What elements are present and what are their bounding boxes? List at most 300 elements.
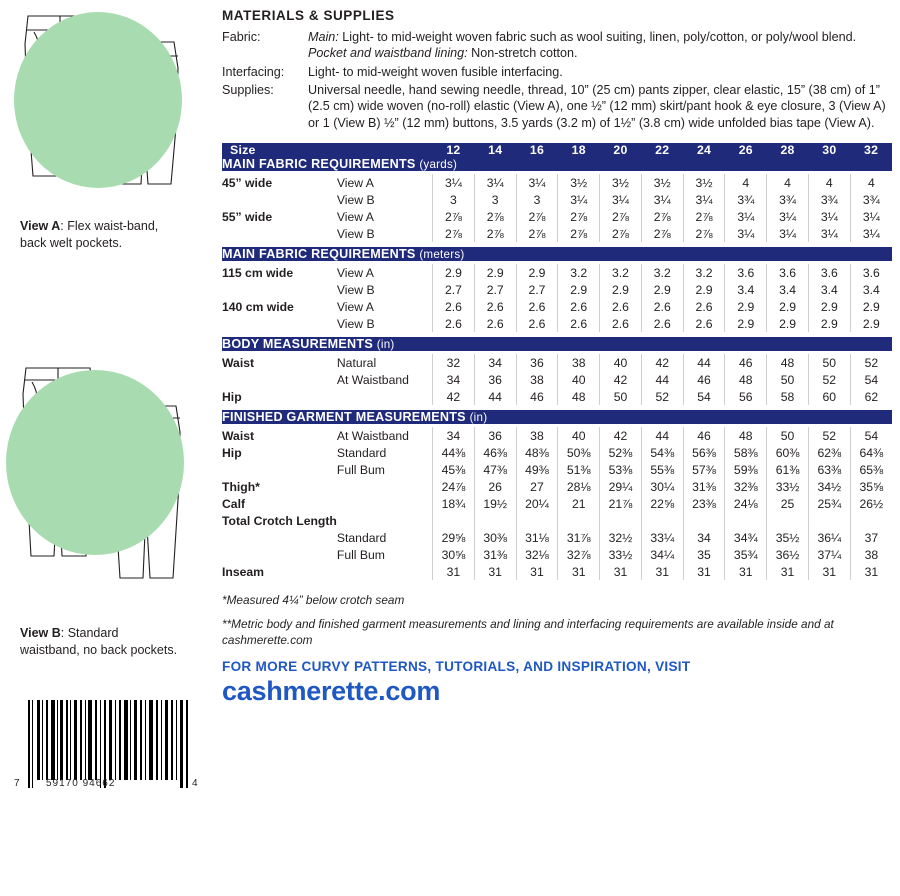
measurement-cell: 2.6 [516, 298, 558, 315]
measurement-cell: 3¼ [767, 225, 809, 242]
size-column-header: 24 [683, 143, 725, 157]
measurement-cell: 65⅜ [850, 461, 892, 478]
table-row [222, 478, 892, 495]
measurement-cell: 2.9 [850, 315, 892, 332]
table-row [222, 298, 892, 315]
row-sub-label: View B [336, 316, 375, 331]
measurement-cell: 34 [433, 371, 475, 388]
materials-row [222, 82, 892, 131]
measurement-cell [474, 512, 516, 529]
table-row [222, 512, 892, 529]
measurement-cell: 3¼ [767, 208, 809, 225]
measurement-cell: 2.7 [516, 281, 558, 298]
view-b-caption-text: : Standard waistband, no back pockets. [20, 626, 178, 657]
measurement-cell: 4 [767, 174, 809, 191]
barcode [14, 700, 200, 792]
measurement-cell: 2.7 [433, 281, 475, 298]
measurement-cell: 56 [725, 388, 767, 405]
row-sub-label: View B [336, 282, 375, 297]
measurement-cell: 59⅜ [725, 461, 767, 478]
measurement-cell: 28⅛ [558, 478, 600, 495]
measurement-cell: 31 [558, 563, 600, 580]
measurement-cell: 2.9 [808, 315, 850, 332]
measurement-cell: 2.9 [558, 281, 600, 298]
measurement-cell: 57⅜ [683, 461, 725, 478]
measurement-cell: 3¾ [725, 191, 767, 208]
row-group-label [222, 281, 337, 298]
measurement-cell: 3¼ [433, 174, 475, 191]
view-a-caption [20, 218, 170, 251]
measurement-cell: 2.9 [767, 298, 809, 315]
materials-row-label: Supplies: [222, 83, 274, 98]
measurement-cell [641, 512, 683, 529]
measurement-cell: 33½ [767, 478, 809, 495]
measurement-cell: 2.6 [558, 298, 600, 315]
row-sub-label [337, 563, 433, 580]
measurement-cell: 3¾ [767, 191, 809, 208]
section-header-row [222, 410, 892, 424]
measurement-cell: 51⅜ [558, 461, 600, 478]
measurement-cell: 36¼ [808, 529, 850, 546]
measurement-cell: 49⅜ [516, 461, 558, 478]
spacer-row [222, 580, 892, 585]
measurement-cell: 33½ [600, 546, 642, 563]
measurement-cell: 29¼ [600, 478, 642, 495]
measurement-cell: 2.9 [850, 298, 892, 315]
table-row [222, 563, 892, 580]
measurement-cell: 21 [558, 495, 600, 512]
measurement-cell: 46 [725, 354, 767, 371]
measurement-cell: 2.9 [725, 315, 767, 332]
measurement-cell: 40 [558, 371, 600, 388]
measurement-cell: 2⅞ [474, 225, 516, 242]
row-sub-label: Standard [336, 530, 387, 545]
section-header-row [222, 247, 892, 261]
measurement-cell: 36 [474, 371, 516, 388]
measurement-cell: 25¾ [808, 495, 850, 512]
row-group-label [222, 315, 337, 332]
measurement-cell: 2.6 [641, 315, 683, 332]
measurement-cell: 2⅞ [600, 225, 642, 242]
measurement-cell: 54 [850, 427, 892, 444]
footnote-text: **Metric body and finished garment measurements and lining and interfacing requirements are available inside and at cashmerette.com [222, 617, 834, 647]
barcode-number: 59170 94662 [46, 778, 116, 789]
row-group-label: Thigh* [222, 479, 260, 494]
measurement-cell: 52 [808, 371, 850, 388]
measurement-cell: 62 [850, 388, 892, 405]
measurement-cell: 54 [683, 388, 725, 405]
size-column-header: 32 [850, 143, 892, 157]
measurement-cell: 42 [641, 354, 683, 371]
measurement-cell: 3.6 [725, 264, 767, 281]
section-header-row [222, 157, 892, 171]
measurement-cell: 2⅞ [600, 208, 642, 225]
measurement-cell: 3¼ [808, 225, 850, 242]
measurement-cell: 47⅜ [474, 461, 516, 478]
measurement-cell [850, 512, 892, 529]
measurement-cell: 63⅜ [808, 461, 850, 478]
measurement-cell: 46 [683, 371, 725, 388]
measurement-cell: 34½ [808, 478, 850, 495]
measurement-cell: 2.6 [474, 315, 516, 332]
table-row [222, 208, 892, 225]
measurement-cell: 38 [850, 546, 892, 563]
measurement-cell: 62⅜ [808, 444, 850, 461]
measurement-cell: 2.9 [725, 298, 767, 315]
size-column-header: 12 [433, 143, 475, 157]
measurement-cell: 3¼ [683, 191, 725, 208]
table-row [222, 281, 892, 298]
measurement-cell: 64⅜ [850, 444, 892, 461]
measurement-cell: 4 [850, 174, 892, 191]
barcode-left-digit: 7 [14, 778, 20, 789]
measurement-cell [683, 512, 725, 529]
measurement-cell: 42 [600, 371, 642, 388]
measurement-cell: 42 [433, 388, 475, 405]
measurement-cell: 50 [767, 427, 809, 444]
barcode-right-digit: 4 [192, 778, 198, 789]
measurement-cell: 32⅛ [516, 546, 558, 563]
row-group-label [222, 461, 337, 478]
row-sub-label [337, 388, 433, 405]
measurement-cell: 2.9 [474, 264, 516, 281]
measurement-cell: 3½ [558, 174, 600, 191]
measurement-cell: 48 [725, 427, 767, 444]
row-group-label [222, 191, 337, 208]
measurement-cell: 2.9 [433, 264, 475, 281]
materials-title: MATERIALS & SUPPLIES [222, 8, 395, 23]
row-sub-label: View A [336, 265, 374, 280]
measurement-cell: 30⅝ [433, 546, 475, 563]
table-row [222, 461, 892, 478]
measurement-cell: 3¼ [558, 191, 600, 208]
measurement-cell [808, 512, 850, 529]
measurement-cell: 32½ [600, 529, 642, 546]
measurement-cell: 31 [641, 563, 683, 580]
row-group-label [222, 546, 337, 563]
measurement-cell: 3¼ [474, 174, 516, 191]
measurement-cell: 54⅜ [641, 444, 683, 461]
measurement-cell: 50 [808, 354, 850, 371]
measurement-cell: 2⅞ [516, 208, 558, 225]
view-a-illustration [0, 4, 215, 194]
size-column-header: 14 [474, 143, 516, 157]
measurement-cell: 2.6 [516, 315, 558, 332]
view-b-illustration [0, 360, 215, 610]
measurement-cell: 36½ [767, 546, 809, 563]
measurement-cell: 37 [850, 529, 892, 546]
measurement-cell: 3.4 [850, 281, 892, 298]
brand-url[interactable]: cashmerette.com [222, 675, 441, 706]
view-b-caption [20, 625, 180, 658]
measurement-cell [767, 512, 809, 529]
measurement-cell: 2⅞ [516, 225, 558, 242]
measurement-cell: 50 [767, 371, 809, 388]
view-b-caption-label: View B [20, 626, 61, 640]
measurement-cell: 3¼ [725, 208, 767, 225]
measurement-cell: 31⅛ [516, 529, 558, 546]
size-column-header: 30 [808, 143, 850, 157]
view-a-background-blob [14, 12, 182, 188]
measurement-cell [600, 512, 642, 529]
row-sub-label [337, 478, 433, 495]
materials-row-label: Interfacing: [222, 64, 285, 79]
measurement-cell: 2.9 [683, 281, 725, 298]
measurement-cell: 2.6 [683, 298, 725, 315]
size-chart-table [222, 143, 892, 585]
materials-row-label: Fabric: [222, 30, 261, 44]
table-row [222, 191, 892, 208]
measurement-cell: 46 [683, 427, 725, 444]
measurement-cell: 3.4 [767, 281, 809, 298]
measurement-cell: 3.2 [558, 264, 600, 281]
table-row [222, 427, 892, 444]
size-column-header: 16 [516, 143, 558, 157]
row-sub-label [337, 512, 433, 529]
measurement-cell: 34¼ [641, 546, 683, 563]
measurement-cell: 26 [474, 478, 516, 495]
measurement-cell: 3¾ [850, 191, 892, 208]
measurement-cell: 32⅜ [725, 478, 767, 495]
measurement-cell: 4 [808, 174, 850, 191]
measurement-cell: 2⅞ [683, 208, 725, 225]
info-column [222, 8, 892, 707]
measurement-cell: 38 [516, 371, 558, 388]
measurement-cell: 2.9 [641, 281, 683, 298]
measurement-cell: 60 [808, 388, 850, 405]
measurement-cell: 26½ [850, 495, 892, 512]
measurement-cell: 48 [558, 388, 600, 405]
measurement-cell: 3 [516, 191, 558, 208]
measurement-cell: 3.4 [725, 281, 767, 298]
measurement-cell: 3¼ [600, 191, 642, 208]
section-header-label: FINISHED GARMENT MEASUREMENTS (in) [222, 410, 892, 424]
measurement-cell: 31 [600, 563, 642, 580]
row-group-label: Calf [222, 496, 246, 511]
measurement-cell: 2⅞ [433, 208, 475, 225]
measurement-cell: 3.4 [808, 281, 850, 298]
illustrations-column [0, 0, 215, 896]
measurement-cell: 3½ [683, 174, 725, 191]
row-sub-label: At Waistband [336, 428, 409, 443]
measurement-cell: 31 [767, 563, 809, 580]
measurement-cell: 33¼ [641, 529, 683, 546]
measurement-cell: 3.6 [808, 264, 850, 281]
measurement-cell: 31 [683, 563, 725, 580]
measurement-cell: 22⅝ [641, 495, 683, 512]
row-group-label: 115 cm wide [222, 265, 294, 280]
measurement-cell: 46⅜ [474, 444, 516, 461]
measurement-cell: 35½ [767, 529, 809, 546]
row-sub-label: View A [336, 299, 374, 314]
measurement-cell: 25 [767, 495, 809, 512]
measurement-cell [516, 512, 558, 529]
measurement-cell: 54 [850, 371, 892, 388]
measurement-cell: 2.6 [683, 315, 725, 332]
measurement-cell: 52⅜ [600, 444, 642, 461]
measurement-cell: 48 [725, 371, 767, 388]
measurement-cell: 44 [641, 371, 683, 388]
section-header-row [222, 337, 892, 351]
measurement-cell: 3.2 [683, 264, 725, 281]
row-group-label: 140 cm wide [222, 299, 294, 314]
size-header-label: Size [222, 143, 433, 157]
materials-row-text: Light- to mid-weight woven fusible interfacing. [308, 64, 563, 79]
measurement-cell: 58⅜ [725, 444, 767, 461]
measurement-cell: 31 [725, 563, 767, 580]
measurement-cell: 55⅜ [641, 461, 683, 478]
measurement-cell: 2⅞ [558, 208, 600, 225]
measurement-cell: 2⅞ [433, 225, 475, 242]
measurement-cell: 2.6 [600, 298, 642, 315]
table-row [222, 388, 892, 405]
row-group-label: Hip [222, 445, 242, 460]
measurement-cell: 31 [516, 563, 558, 580]
table-row [222, 225, 892, 242]
row-sub-label: View B [336, 192, 375, 207]
measurement-cell: 3 [474, 191, 516, 208]
measurement-cell: 40 [600, 354, 642, 371]
measurement-cell: 2⅞ [641, 208, 683, 225]
row-sub-label: View A [336, 209, 374, 224]
measurement-cell: 20¼ [516, 495, 558, 512]
size-column-header: 26 [725, 143, 767, 157]
measurement-cell: 38 [516, 427, 558, 444]
measurement-cell: 31⅜ [683, 478, 725, 495]
measurement-cell: 30¼ [641, 478, 683, 495]
measurement-cell: 31⅜ [474, 546, 516, 563]
measurement-cell: 2.6 [641, 298, 683, 315]
measurement-cell: 35⅝ [850, 478, 892, 495]
measurement-cell: 2.6 [433, 315, 475, 332]
row-sub-label: View A [336, 175, 374, 190]
footnotes [222, 593, 892, 649]
table-row [222, 546, 892, 563]
measurement-cell: 44 [683, 354, 725, 371]
table-row [222, 264, 892, 281]
row-group-label [222, 225, 337, 242]
measurement-cell: 61⅜ [767, 461, 809, 478]
measurement-cell [433, 512, 475, 529]
size-column-header: 28 [767, 143, 809, 157]
measurement-cell: 34¾ [725, 529, 767, 546]
section-header-label: MAIN FABRIC REQUIREMENTS (yards) [222, 157, 892, 171]
table-row [222, 495, 892, 512]
measurement-cell: 53⅜ [600, 461, 642, 478]
view-a-caption-label: View A [20, 219, 61, 233]
measurement-cell: 30⅜ [474, 529, 516, 546]
measurement-cell: 3½ [641, 174, 683, 191]
measurement-cell: 52 [808, 427, 850, 444]
measurement-cell: 45⅜ [433, 461, 475, 478]
measurement-cell [725, 512, 767, 529]
measurement-cell: 3¼ [516, 174, 558, 191]
view-b-background-blob [6, 370, 184, 555]
row-sub-label: Standard [336, 445, 387, 460]
measurement-cell: 52 [850, 354, 892, 371]
measurement-cell: 44 [474, 388, 516, 405]
measurement-cell: 3.2 [600, 264, 642, 281]
measurement-cell: 34 [474, 354, 516, 371]
measurement-cell: 2.9 [808, 298, 850, 315]
measurement-cell: 3.2 [641, 264, 683, 281]
measurement-cell: 50⅜ [558, 444, 600, 461]
measurement-cell: 31⅞ [558, 529, 600, 546]
row-group-label: 45” wide [222, 175, 273, 190]
measurement-cell: 2⅞ [683, 225, 725, 242]
measurement-cell: 46 [516, 388, 558, 405]
row-group-label [222, 371, 337, 388]
measurement-cell: 3¼ [850, 225, 892, 242]
measurement-cell: 32 [433, 354, 475, 371]
measurement-cell: 35¾ [725, 546, 767, 563]
measurement-cell: 56⅜ [683, 444, 725, 461]
measurement-cell: 31 [474, 563, 516, 580]
section-header-label: MAIN FABRIC REQUIREMENTS (meters) [222, 247, 892, 261]
measurement-cell: 2.6 [433, 298, 475, 315]
row-sub-label: Natural [336, 355, 377, 370]
section-header-label: BODY MEASUREMENTS (in) [222, 337, 892, 351]
measurement-cell: 37¼ [808, 546, 850, 563]
table-row [222, 174, 892, 191]
measurement-cell: 38 [558, 354, 600, 371]
measurement-cell: 36 [516, 354, 558, 371]
measurement-cell: 36 [474, 427, 516, 444]
measurement-cell: 19½ [474, 495, 516, 512]
measurement-cell: 31 [433, 563, 475, 580]
measurement-cell: 3¾ [808, 191, 850, 208]
row-group-label: Hip [222, 389, 242, 404]
measurement-cell: 52 [641, 388, 683, 405]
measurement-cell: 18¾ [433, 495, 475, 512]
measurement-cell: 34 [683, 529, 725, 546]
measurement-cell: 2.7 [474, 281, 516, 298]
measurement-cell: 2.9 [767, 315, 809, 332]
measurement-cell: 27 [516, 478, 558, 495]
measurement-cell: 2⅞ [641, 225, 683, 242]
table-row [222, 371, 892, 388]
measurement-cell: 3¼ [725, 225, 767, 242]
measurement-cell: 24⅛ [725, 495, 767, 512]
materials-row [222, 64, 892, 80]
row-group-label: Inseam [222, 564, 265, 579]
row-group-label [222, 529, 337, 546]
measurement-cell: 23⅜ [683, 495, 725, 512]
measurement-cell: 24⅞ [433, 478, 475, 495]
measurement-cell: 2.6 [600, 315, 642, 332]
materials-row-text: Main: Light- to mid-weight woven fabric such as wool suiting, linen, poly/cotton, or poly/wool blend. Pocket and waistband lining: Non-stretch cotton. [308, 30, 857, 61]
row-sub-label [337, 495, 433, 512]
table-row [222, 529, 892, 546]
measurement-cell: 3¼ [850, 208, 892, 225]
size-column-header: 22 [641, 143, 683, 157]
measurement-cell: 2.9 [600, 281, 642, 298]
measurement-cell: 2.6 [558, 315, 600, 332]
table-row [222, 444, 892, 461]
view-a-caption-text: : Flex waist-band, back welt pockets. [20, 219, 159, 250]
size-column-header: 20 [600, 143, 642, 157]
measurement-cell: 2.9 [516, 264, 558, 281]
measurement-cell: 3¼ [641, 191, 683, 208]
measurement-cell: 60⅜ [767, 444, 809, 461]
measurement-cell: 4 [725, 174, 767, 191]
measurement-cell: 29⅝ [433, 529, 475, 546]
table-row [222, 315, 892, 332]
measurement-cell: 31 [808, 563, 850, 580]
measurement-cell: 3½ [600, 174, 642, 191]
measurement-cell: 58 [767, 388, 809, 405]
measurement-cell: 3.6 [767, 264, 809, 281]
